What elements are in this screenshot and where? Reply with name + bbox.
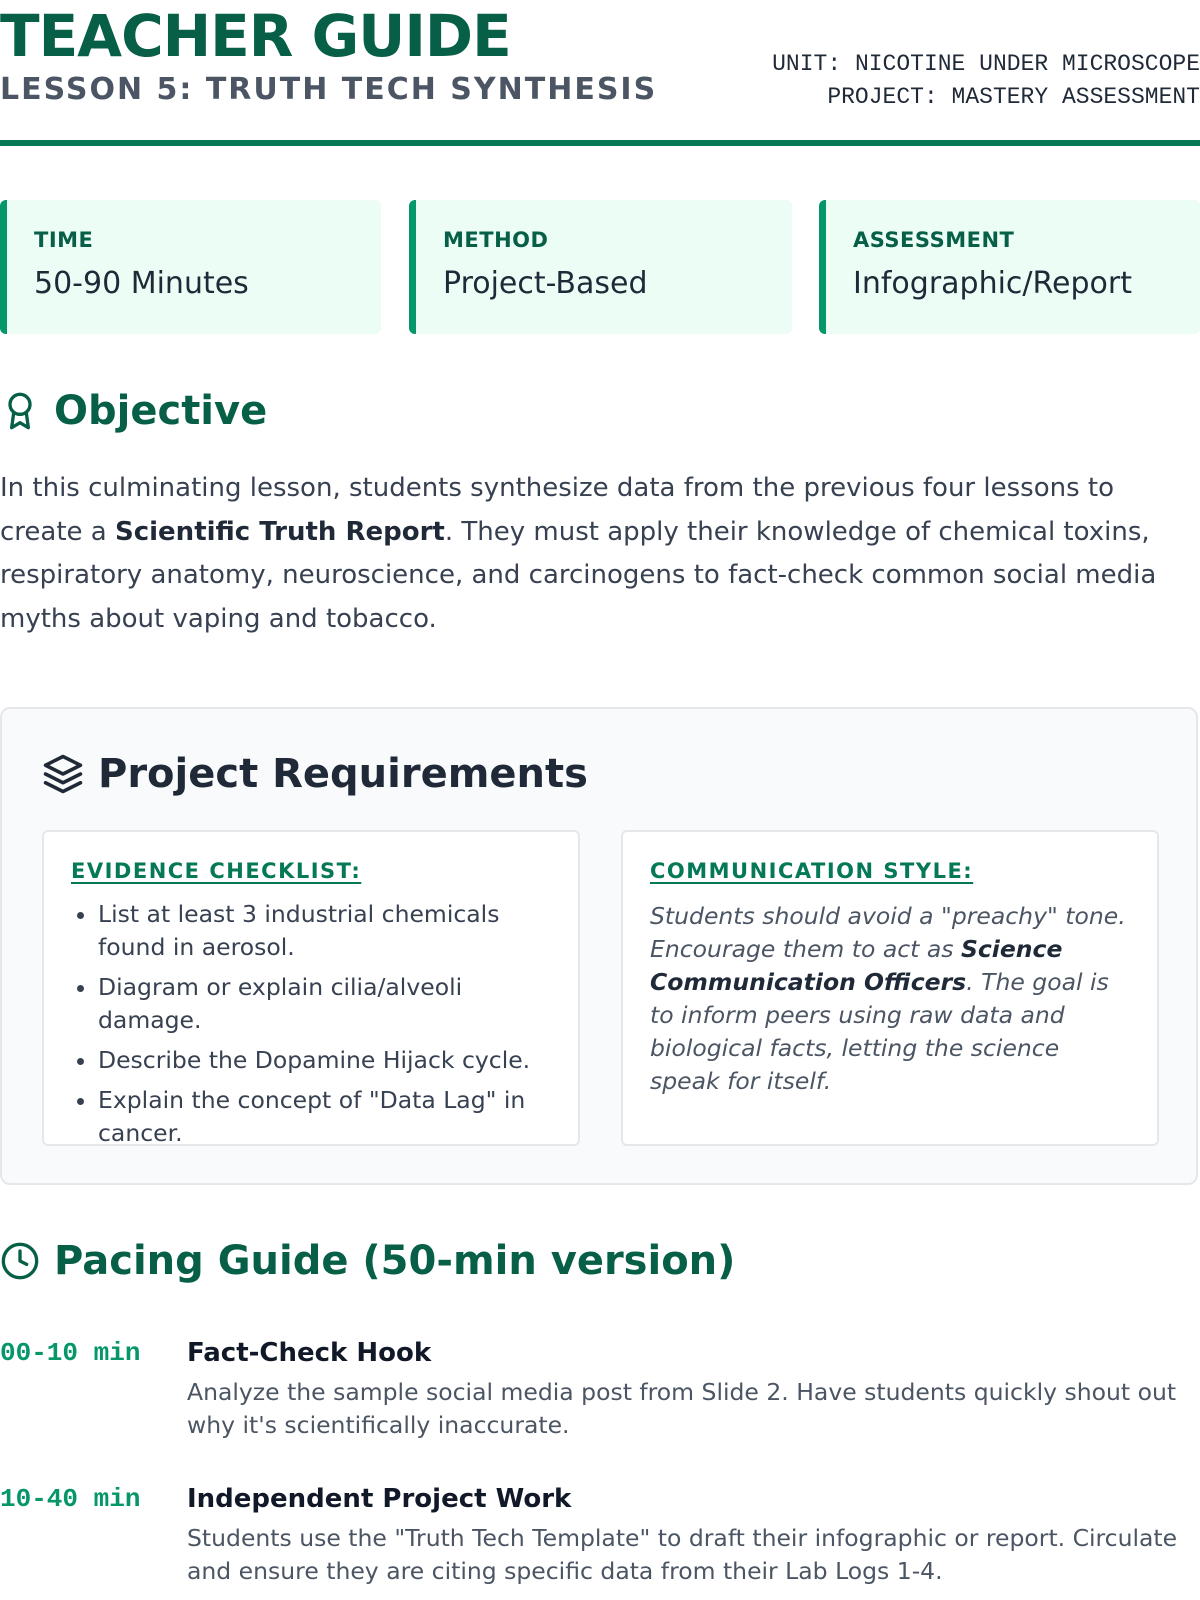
- evidence-item: • Describe the Dopamine Hijack cycle.: [98, 1044, 563, 1077]
- info-cards: [0, 200, 1200, 334]
- pacing-heading-label: Pacing Guide (50-min version): [54, 1238, 736, 1284]
- requirements-heading: [42, 751, 588, 797]
- clock-icon: [0, 1241, 40, 1281]
- guide-header: [0, 0, 1200, 146]
- evidence-checklist-title: EVIDENCE CHECKLIST:: [71, 859, 362, 883]
- communication-style-card: [621, 830, 1159, 1146]
- communication-style-title: COMMUNICATION STYLE:: [650, 859, 974, 883]
- objective-heading: [0, 388, 267, 434]
- objective-text: [0, 467, 1195, 641]
- pacing-heading: [0, 1238, 735, 1284]
- time-label: TIME: [34, 228, 94, 252]
- time-card: [0, 200, 381, 334]
- communication-text-bold: Science Communication Officers: [650, 935, 1063, 996]
- lesson-subtitle: LESSON 5: TRUTH TECH SYNTHESIS: [0, 72, 658, 107]
- evidence-item: • List at least 3 industrial chemicals found in aerosol.: [98, 898, 563, 964]
- communication-text-part2: . The goal is to inform peers using raw data and biological facts, letting the science speak for itself.: [650, 968, 1109, 1095]
- assessment-card: [819, 200, 1200, 334]
- evidence-item: • Explain the concept of "Data Lag" in cancer.: [98, 1084, 563, 1150]
- communication-text-part1: Students should avoid a "preachy" tone. Encourage them to act as: [650, 902, 1126, 963]
- project-label: PROJECT: MASTERY ASSESSMENT: [827, 84, 1200, 110]
- method-label: METHOD: [443, 228, 549, 252]
- evidence-checklist-card: [42, 830, 580, 1146]
- objective-text-part1: In this culminating lesson, students synthesize data from the previous four lessons to create a: [0, 473, 1114, 547]
- objective-heading-label: Objective: [54, 388, 268, 434]
- pacing-time: 00-10 min: [0, 1338, 141, 1368]
- page-title: TEACHER GUIDE: [0, 2, 511, 70]
- pacing-description: Analyze the sample social media post from Slide 2. Have students quickly shout out why it's scientifically inaccurate.: [187, 1378, 1177, 1439]
- pacing-time: 10-40 min: [0, 1484, 141, 1514]
- evidence-list: [71, 898, 563, 1157]
- pacing-title: Independent Project Work: [187, 1484, 572, 1514]
- layers-icon: [42, 753, 84, 795]
- time-value: 50-90 Minutes: [34, 266, 249, 301]
- award-icon: [0, 391, 40, 431]
- unit-label: UNIT: NICOTINE UNDER MICROSCOPE: [772, 51, 1200, 77]
- evidence-item: • Diagram or explain cilia/alveoli damage.: [98, 971, 563, 1037]
- requirements-heading-label: Project Requirements: [98, 751, 588, 797]
- method-card: [409, 200, 792, 334]
- objective-text-part2: . They must apply their knowledge of chemical toxins, respiratory anatomy, neuroscience, and carcinogens to fact-check common social media myths about vaping and tobacco.: [0, 516, 1157, 634]
- pacing-description: Students use the "Truth Tech Template" to draft their infographic or report. Circulate and ensure they are citing specific data from their Lab Logs 1-4.: [187, 1524, 1178, 1585]
- pacing-title: Fact-Check Hook: [187, 1338, 432, 1368]
- method-value: Project-Based: [443, 266, 648, 301]
- assessment-value: Infographic/Report: [853, 266, 1132, 301]
- communication-style-text: [650, 900, 1130, 1098]
- objective-text-bold: Scientific Truth Report: [115, 516, 445, 547]
- project-requirements-box: [0, 707, 1198, 1185]
- assessment-label: ASSESSMENT: [853, 228, 1015, 252]
- unit-meta: [772, 48, 1200, 114]
